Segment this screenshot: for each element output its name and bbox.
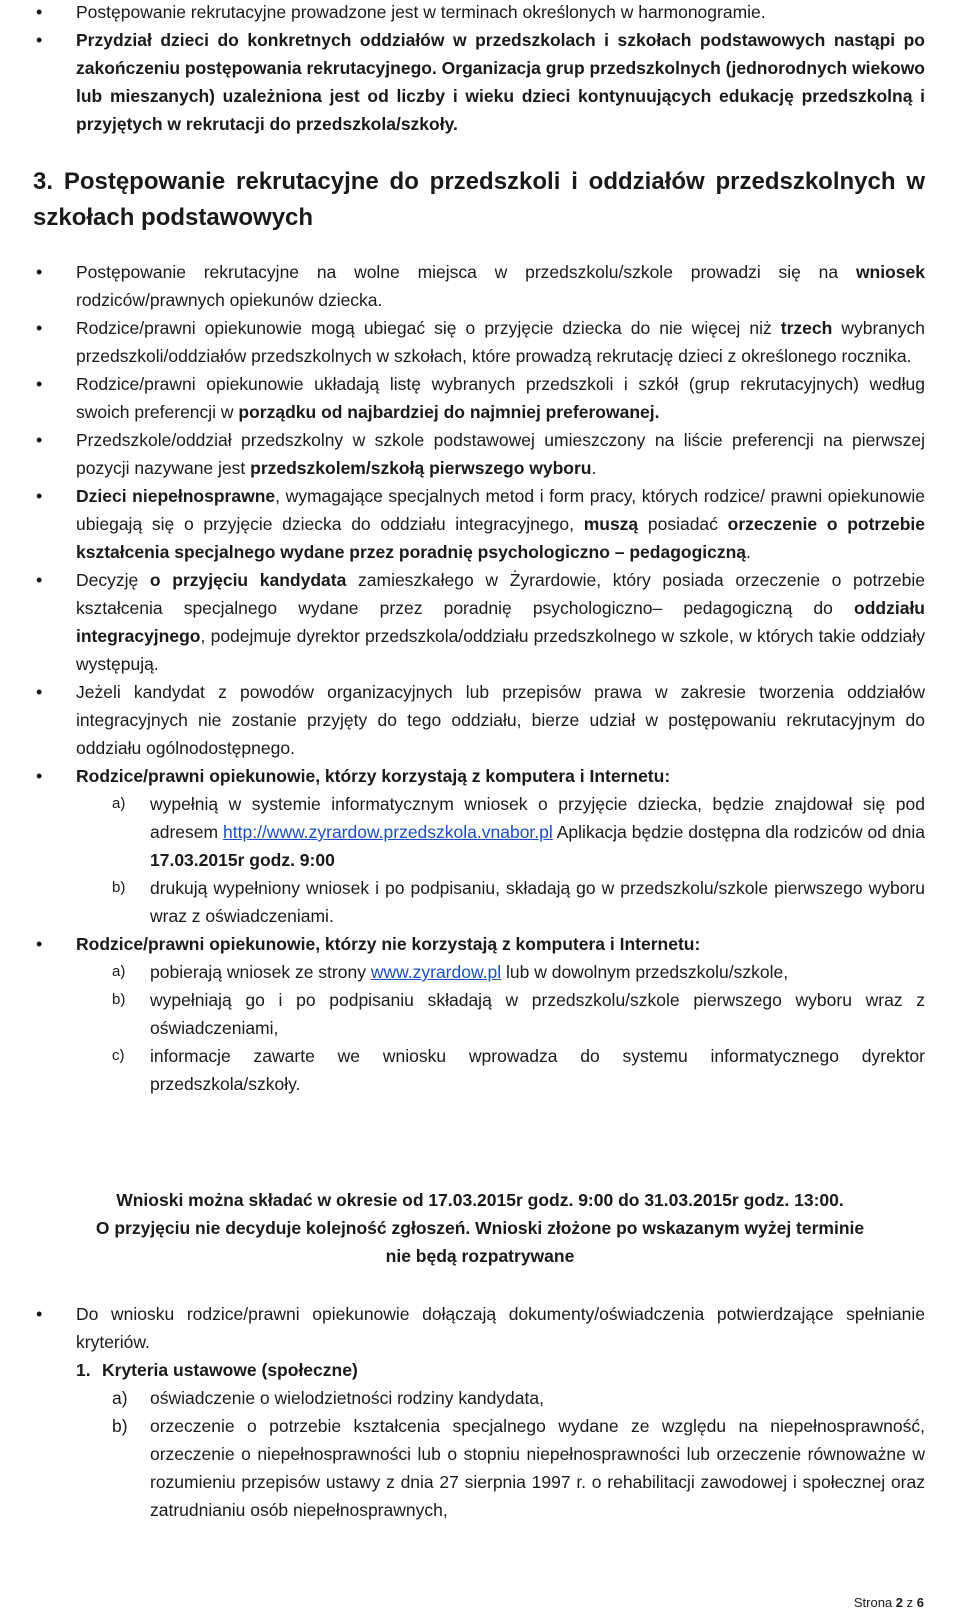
list-item xyxy=(0,762,960,930)
documents-list xyxy=(0,1300,960,1524)
order-notice: O przyjęciu nie decyduje kolejność zgłoszeń. Wnioski złożone po wskazanym wyżej terminie xyxy=(95,1218,865,1238)
deadline-notice: Wnioski można składać w okresie od 17.03.2015r godz. 9:00 do 31.03.2015r godz. 13:00. xyxy=(116,1190,844,1210)
computer-users-heading: Rodzice/prawni opiekunowie, którzy korzystają z komputera i Internetu: xyxy=(76,766,671,786)
list-item xyxy=(0,930,960,1098)
list-item: • Do wniosku rodzice/prawni opiekunowie dołączają dokumenty/oświadczenia potwierdzające spełnianie kryteriów. 1. Kryteria ustawowe (społeczne) a) oświadczenie o wielodzietności rodziny kandydata, b) orzeczenie o potrzebie kształcenia specjalnego wydane ze względu na niepełnosprawność, orzeczenie o niepełnosprawności lub o stopniu niepełnosprawności lub orzeczenie równoważne w rozumieniu przepisów ustawy z dnia 27 sierpnia 1997 r. o rehabilitacji zawodowej i społecznej oraz zatrudnianiu osób niepełnosprawnych, xyxy=(0,1300,960,1524)
list-item: • Rodzice/prawni opiekunowie mogą ubiegać się o przyjęcie dziecka do nie więcej niż trzech wybranych przedszkoli/oddziałów przedszkolnych w szkołach, które prowadzą rekrutację dzieci z określonego rocznika. xyxy=(0,314,960,370)
sub-item: a) wypełnią w systemie informatycznym wniosek o przyjęcie dziecka, będzie znajdował się pod adresem http://www.zyrardow.przedszkola.vnabor.pl Aplikacja będzie dostępna dla rodziców od dnia 17.03.2015r godz. 9:00 xyxy=(112,794,925,870)
list-item: • Postępowanie rekrutacyjne na wolne miejsca w przedszkolu/szkole prowadzi się na wniosek rodziców/prawnych opiekunów dziecka. xyxy=(0,258,960,314)
sub-item: b) orzeczenie o potrzebie kształcenia specjalnego wydane ze względu na niepełnosprawność, orzeczenie o niepełnosprawności lub o stopniu niepełnosprawności lub orzeczenie równoważne w rozumieniu przepisów ustawy z dnia 27 sierpnia 1997 r. o rehabilitacji zawodowej i społecznej oraz zatrudnianiu osób niepełnosprawnych, xyxy=(112,1416,925,1520)
list-item: • Dzieci niepełnosprawne, wymagające specjalnych metod i form pracy, których rodzice/ prawni opiekunowie ubiegają się o przyjęcie dziecka do oddziału integracyjnego, muszą posiadać orzeczenie o potrzebie kształcenia specjalnego wydane przez poradnię psychologiczno – pedagogiczną. xyxy=(0,482,960,566)
page-number: Strona 2 z 6 xyxy=(853,1595,924,1610)
list-item: • Postępowanie rekrutacyjne prowadzone jest w terminach określonych w harmonogramie. xyxy=(0,0,960,26)
list-item: • Rodzice/prawni opiekunowie układają listę wybranych przedszkoli i szkół (grup rekrutacyjnych) według swoich preferencji w porządku od najbardziej do najmniej preferowanej. xyxy=(0,370,960,426)
sub-item: c) informacje zawarte we wniosku wprowadza do systemu informatycznego dyrektor przedszkola/szkoły. xyxy=(112,1046,925,1094)
order-notice-continued: nie będą rozpatrywane xyxy=(385,1246,575,1266)
vnabor-link[interactable]: http://www.zyrardow.przedszkola.vnabor.pl xyxy=(223,822,553,842)
sub-item: a) oświadczenie o wielodzietności rodziny kandydata, xyxy=(112,1388,544,1408)
list-item: • Jeżeli kandydat z powodów organizacyjnych lub przepisów prawa w zakresie tworzenia oddziałów integracyjnych nie zostanie przyjęty do tego oddziału, bierze udział w postępowaniu rekrutacyjnym do oddziału ogólnodostępnego. xyxy=(0,678,960,762)
list-item: • Przydział dzieci do konkretnych oddziałów w przedszkolach i szkołach podstawowych nastąpi po zakończeniu postępowania rekrutacyjnego. Organizacja grup przedszkolnych (jednorodnych wiekowo lub mieszanych) uzależniona jest od liczby i wieku dzieci kontynuujących edukację przedszkolną i przyjętych w rekrutacji do przedszkola/szkoły. xyxy=(0,26,960,138)
list-item: • Decyzję o przyjęciu kandydata zamieszkałego w Żyrardowie, który posiada orzeczenie o potrzebie kształcenia specjalnego wydane przez poradnię psychologiczno– pedagogiczną do oddziału integracyjnego, podejmuje dyrektor przedszkola/oddziału przedszkolnego w szkole, w których takie oddziały występują. xyxy=(0,566,960,678)
non-computer-users-heading: Rodzice/prawni opiekunowie, którzy nie korzystają z komputera i Internetu: xyxy=(76,934,701,954)
zyrardow-link[interactable]: www.zyrardow.pl xyxy=(370,962,502,982)
rules-list xyxy=(0,258,960,1098)
criteria-heading: 1. Kryteria ustawowe (społeczne) xyxy=(76,1360,358,1380)
sub-item: b) drukują wypełniony wniosek i po podpisaniu, składają go w przedszkolu/szkole pierwszego wyboru wraz z oświadczeniami. xyxy=(112,878,925,926)
list-item: • Przedszkole/oddział przedszkolny w szkole podstawowej umieszczony na liście preferencji na pierwszej pozycji nazywane jest przedszkolem/szkołą pierwszego wyboru. xyxy=(0,426,960,482)
section-heading: 3. Postępowanie rekrutacyjne do przedszkoli i oddziałów przedszkolnych w szkołach podstawowych xyxy=(33,168,925,231)
sub-item: a) pobierają wniosek ze strony www.zyrardow.pl lub w dowolnym przedszkolu/szkole, xyxy=(112,962,789,982)
top-bullet-list xyxy=(0,0,960,138)
sub-item: b) wypełniają go i po podpisaniu składają w przedszkolu/szkole pierwszego wyboru wraz z oświadczeniami, xyxy=(112,990,925,1038)
